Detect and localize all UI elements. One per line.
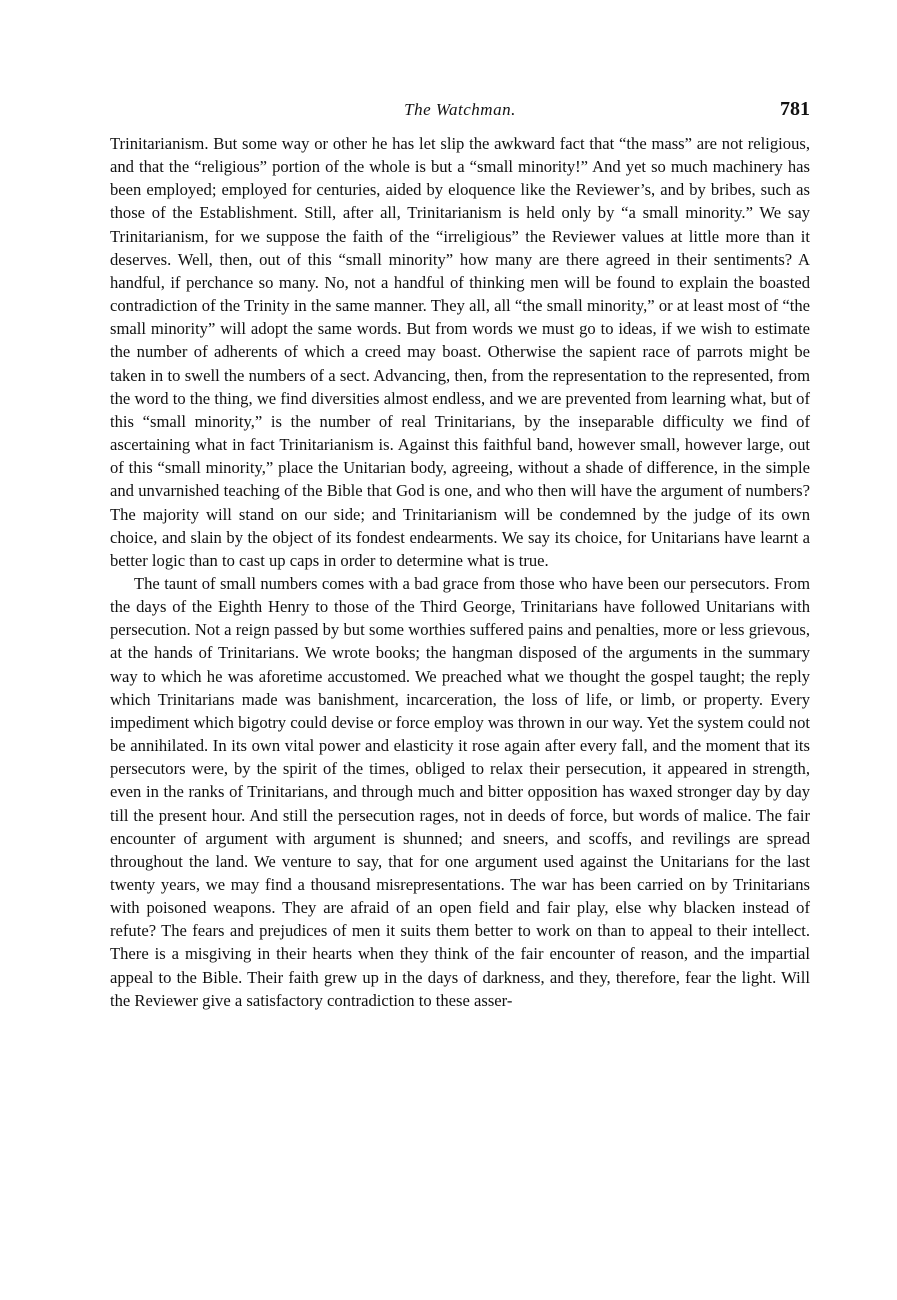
body-text — [110, 132, 810, 1012]
page-number: 781 — [780, 98, 810, 120]
running-title: The Watchman. — [404, 100, 516, 119]
paragraph: Trinitarianism. But some way or other he has let slip the awkward fact that “the mass” are not religious, and that the “religious” portion of the whole is but a “small minority!” And yet so much machinery has been employed; employed for centuries, aided by eloquence like the Reviewer’s, and by bribes, such as those of the Establishment. Still, after all, Trinitarianism is held only by “a small minority.” We say Trinitarianism, for we suppose the faith of the “irreligious” the Reviewer values at little more than it deserves. Well, then, out of this “small minority” how many are there agreed in their sentiments? A handful, if perchance so many. No, not a handful of thinking men will be found to explain the boasted contradiction of the Trinity in the same manner. They all, all “the small minority,” or at least most of “the small minority” will adopt the same words. But from words we must go to ideas, if we wish to estimate the number of adherents of which a creed may boast. Otherwise the sapient race of parrots might be taken in to swell the numbers of a sect. Advancing, then, from the representation to the represented, from the word to the thing, we find diversities almost endless, and we are prevented from learning what, but of this “small minority,” is the number of real Trinitarians, by the inseparable difficulty we find of ascertaining what in fact Trinitarianism is. Against this faithful band, however small, however large, out of this “small minority,” place the Unitarian body, agreeing, without a shade of difference, in the simple and unvarnished teaching of the Bible that God is one, and who then will have the argument of numbers? The majority will stand on our side; and Trinitarianism will be condemned by the judge of its own choice, and slain by the object of its fondest endearments. We say its choice, for Unitarians have learnt a better logic than to cast up caps in order to determine what is true. — [110, 134, 810, 570]
paragraph: The taunt of small numbers comes with a bad grace from those who have been our persecutors. From the days of the Eighth Henry to those of the Third George, Trinitarians have followed Unitarians with persecution. Not a reign passed by but some worthies suffered pains and penalties, more or less grievous, at the hands of Trinitarians. We wrote books; the hangman disposed of the arguments in the summary way to which he was aforetime accustomed. We preached what we thought the gospel taught; the reply which Trinitarians made was banishment, incarceration, the loss of life, or limb, or property. Every impediment which bigotry could devise or force employ was thrown in our way. Yet the system could not be annihilated. In its own vital power and elasticity it rose again after every fall, and the moment that its persecutors were, by the spirit of the times, obliged to relax their persecution, it appeared in strength, even in the ranks of Trinitarians, and through much and bitter opposition has waxed stronger day by day till the present hour. And still the persecution rages, not in deeds of force, but words of malice. The fair encounter of argument with argument is shunned; and sneers, and scoffs, and revilings are spread throughout the land. We venture to say, that for one argument used against the Unitarians for the last twenty years, we may find a thousand misrepresentations. The war has been carried on by Trinitarians with poisoned weapons. They are afraid of an open field and fair play, else why blacken instead of refute? The fears and prejudices of men it suits them better to work on than to appeal to their intellect. There is a misgiving in their hearts when they think of the fair encounter of reason, and the impartial appeal to the Bible. Their faith grew up in the days of darkness, and they, therefore, fear the light. Will the Reviewer give a satisfactory contradiction to these asser- — [110, 573, 810, 1010]
page-header — [110, 100, 810, 130]
